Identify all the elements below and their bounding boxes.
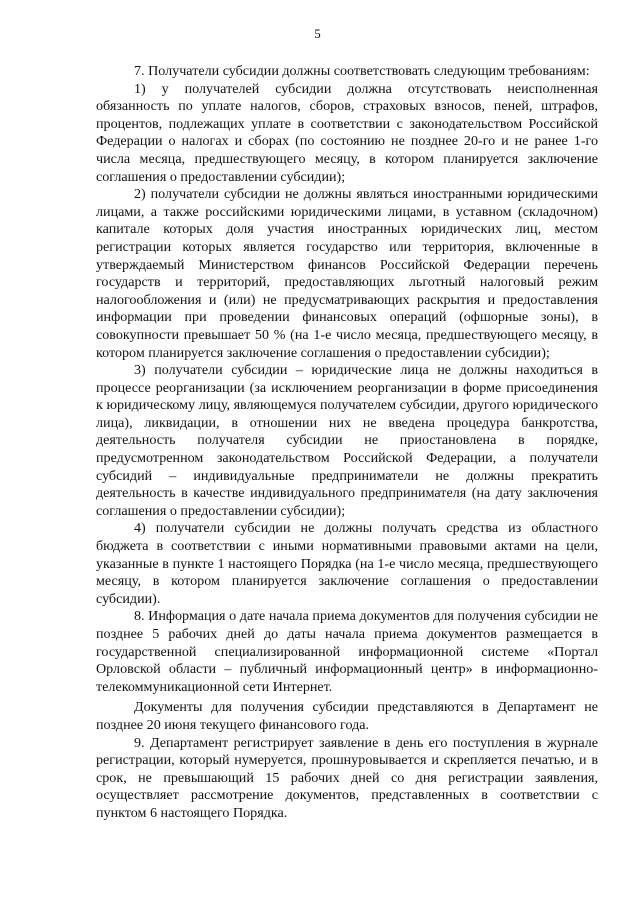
paragraph-9: 9. Департамент регистрирует заявление в день его поступления в журнале регистрации, который нумеруется, прошнуровывается и скрепляется печатью, и в срок, не превышающий 15 рабочих дней со дня регистрации заявления, осуществляет рассмотрение документов, представленных в соответствии с пунктом 6 настоящего Порядка. [96, 734, 598, 821]
document-body [96, 63, 598, 823]
paragraph-7-item-2: 2) получатели субсидии не должны являться иностранными юридическими лицами, а также российскими юридическими лицами, в уставном (складочном) капитале которых доля участия иностранных юридических лиц, местом регистрации которых является государство или территория, включенные в утверждаемый Министерством финансов Российской Федерации перечень государств и территорий, предоставляющих льготный налоговый режим налогообложения и (или) не предусматривающих раскрытия и предоставления информации при проведении финансовых операций (офшорные зоны), в совокупности превышает 50 % (на 1-е число месяца, предшествующего месяцу, в котором планируется заключение соглашения о предоставлении субсидии); [96, 186, 598, 361]
paragraph-7-item-1: 1) у получателей субсидии должна отсутствовать неисполненная обязанность по уплате налогов, сборов, страховых взносов, пеней, штрафов, процентов, подлежащих уплате в соответствии с законодательством Российской Федерации о налогах и сборах (по состоянию не позднее 20-го и не ранее 1-го числа месяца, предшествующего месяцу, в котором планируется заключение соглашения о предоставлении субсидии); [96, 80, 598, 185]
paragraph-7-item-3: 3) получатели субсидии – юридические лица не должны находиться в процессе реорганизации (за исключением реорганизации в форме присоединения к юридическому лицу, являющемуся получателем субсидии, другого юридического лица), ликвидации, в отношении них не введена процедура банкротства, деятельность получателя субсидии не приостановлена в порядке, предусмотренном законодательством Российской Федерации, а получатели субсидий – индивидуальные предприниматели не должны прекратить деятельность в качестве индивидуального предпринимателя (на дату заключения соглашения о предоставлении субсидии); [96, 362, 598, 519]
paragraph-7-item-4: 4) получатели субсидии не должны получать средства из областного бюджета в соответствии с иными нормативными правовыми актами на цели, указанные в пункте 1 настоящего Порядка (на 1-е число месяца, предшествующего месяцу, в котором планируется заключение соглашения о предоставлении субсидии). [96, 520, 598, 607]
paragraph-7-intro: 7. Получатели субсидии должны соответствовать следующим требованиям: [134, 63, 590, 79]
paragraph-documents-deadline: Документы для получения субсидии представляются в Департамент не позднее 20 июня текущего финансового года. [96, 699, 598, 733]
paragraph-8: 8. Информация о дате начала приема документов для получения субсидии не позднее 5 рабочих дней до даты начала приема документов размещается в государственной специализированной информационной системе «Портал Орловской области – публичный информационный центр» в информационно-телекоммуникационной сети Интернет. [96, 608, 598, 695]
page-number: 5 [314, 26, 321, 41]
